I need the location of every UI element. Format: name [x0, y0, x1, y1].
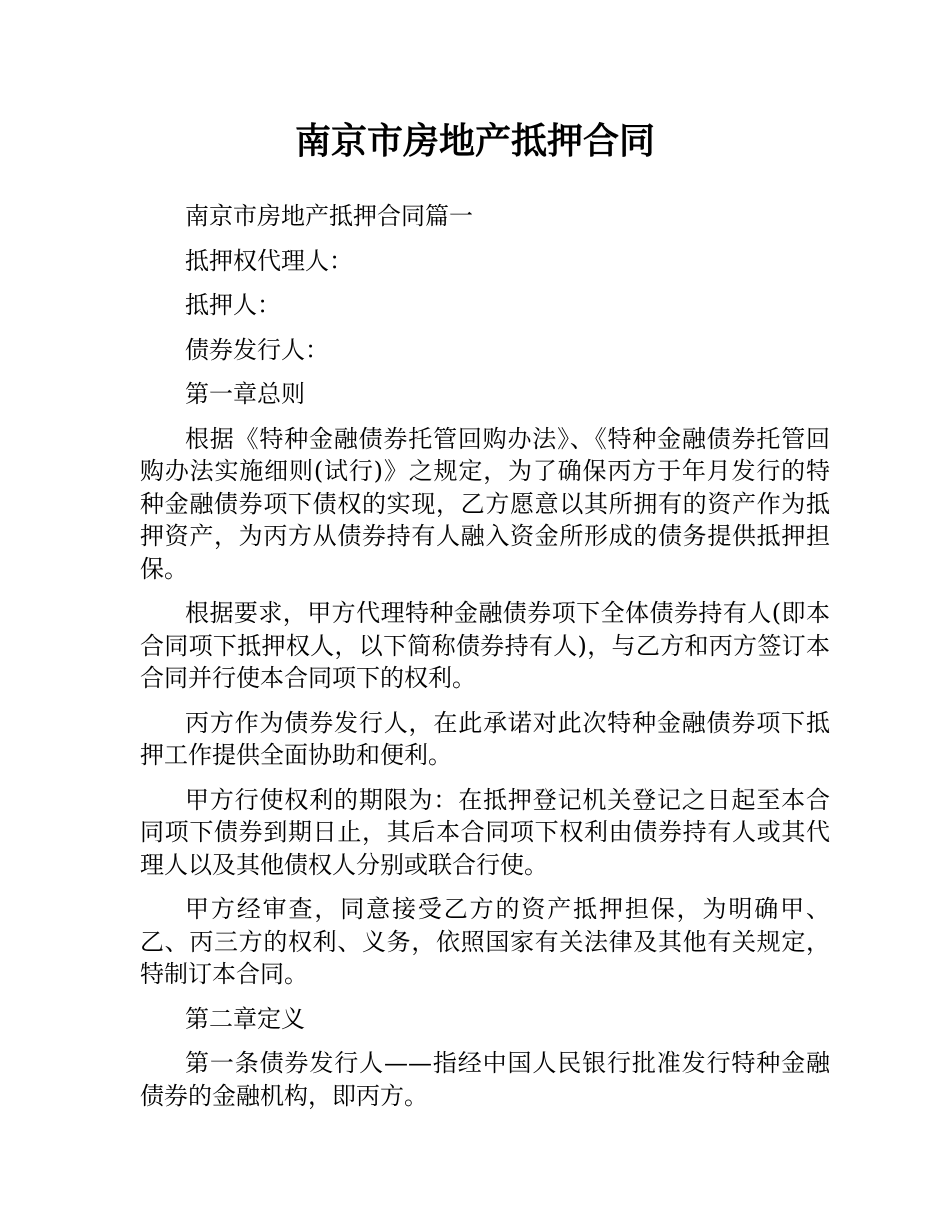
paragraph-body: 根据要求，甲方代理特种金融债券项下全体债券持有人(即本合同项下抵押权人，以下简称债券持有人)，与乙方和丙方签订本合同并行使本合同项下的权利。: [140, 599, 830, 692]
paragraph-body: 根据《特种金融债券托管回购办法》、《特种金融债券托管回购办法实施细则(试行)》之规定，为了确保丙方于年月发行的特种金融债券项下债权的实现，乙方愿意以其所拥有的资产作为抵押资产，为丙方从债券持有人融入资金所形成的债务提供抵押担保。: [140, 424, 830, 583]
paragraph-chapter-two-heading: 第二章定义: [185, 1004, 305, 1033]
paragraph-article-one: 第一条债券发行人——指经中国人民银行批准发行特种金融债券的金融机构，即丙方。: [140, 1049, 830, 1110]
paragraph-chapter-one-heading: 第一章总则: [185, 380, 305, 408]
document-title: 南京市房地产抵押合同: [294, 121, 655, 162]
paragraph-body: 丙方作为债券发行人，在此承诺对此次特种金融债券项下抵押工作提供全面协助和便利。: [140, 708, 830, 769]
document-body: [140, 200, 830, 1124]
paragraph-bond-issuer: 债券发行人：: [185, 335, 329, 364]
paragraph-mortgagor: 抵押人：: [185, 291, 281, 319]
paragraph-mortgagee-agent: 抵押权代理人：: [185, 246, 353, 275]
paragraph-body: 甲方经审查，同意接受乙方的资产抵押担保，为明确甲、乙、丙三方的权利、义务，依照国家有关法律及其他有关规定，特制订本合同。: [140, 895, 830, 988]
paragraph-section-heading: 南京市房地产抵押合同篇一: [185, 202, 473, 230]
paragraph-body: 甲方行使权利的期限为：在抵押登记机关登记之日起至本合同项下债券到期日止，其后本合同项下权利由债券持有人或其代理人以及其他债权人分别或联合行使。: [140, 785, 830, 879]
